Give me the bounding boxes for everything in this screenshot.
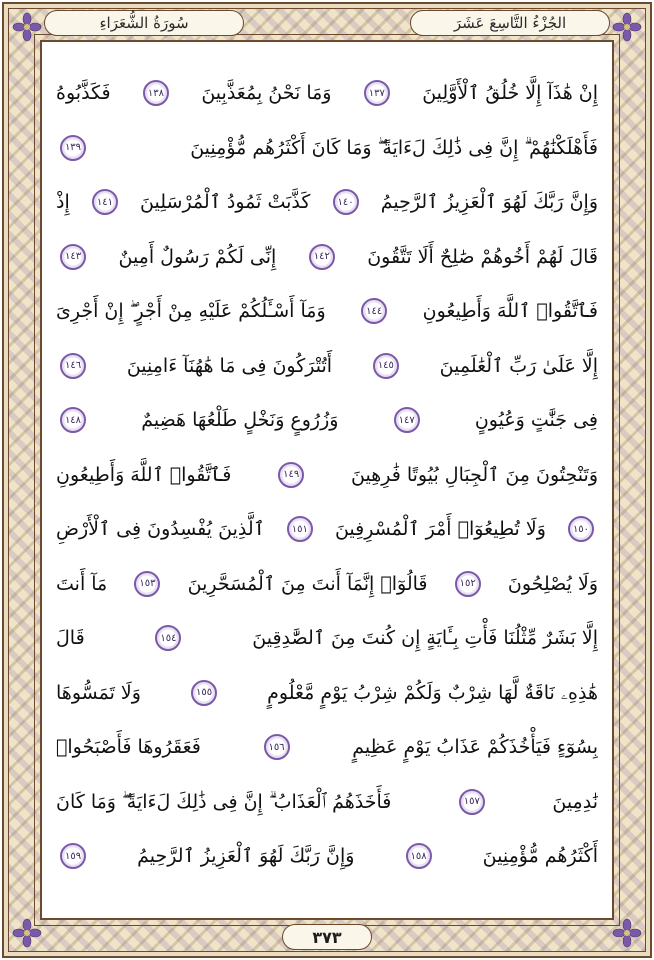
ayah-number-marker: ١٥٨ (406, 843, 432, 869)
text-line (56, 557, 598, 612)
ayah-number-marker: ١٣٩ (60, 135, 86, 161)
text-line (56, 666, 598, 721)
text-line (56, 393, 598, 448)
ayah-number-marker: ١٤٤ (361, 298, 387, 324)
quran-text-block (56, 66, 598, 894)
ayah-number-marker: ١٥١ (287, 516, 313, 542)
text-line (56, 175, 598, 230)
verse-text: أَكْثَرُهُم مُّؤْمِنِينَ (482, 845, 598, 868)
verse-text: مَآ أَنتَ (56, 572, 108, 595)
ayah-number-marker: ١٥٦ (264, 734, 290, 760)
ayah-number-marker: ١٤٨ (60, 407, 86, 433)
verse-text: وَلَا تَمَسُّوهَا (56, 681, 141, 704)
ayah-number-marker: ١٤٢ (309, 244, 335, 270)
surah-label: سُورَةُ الشُّعَرَاءِ (44, 10, 244, 36)
text-line (56, 720, 598, 775)
verse-text: نَٰدِمِينَ (552, 790, 598, 813)
verse-text: قَالَ لَهُمْ أَخُوهُمْ صَٰلِحٌ أَلَا تَتَّقُونَ (367, 245, 598, 268)
ayah-number-marker: ١٣٨ (143, 80, 169, 106)
text-line (56, 829, 598, 884)
ayah-number-marker: ١٥٩ (60, 843, 86, 869)
verse-text: قَالُوٓا۟ إِنَّمَآ أَنتَ مِنَ ٱلْمُسَحَّرِينَ (187, 572, 428, 595)
verse-text: وَإِنَّ رَبَّكَ لَهُوَ ٱلْعَزِيزُ ٱلرَّحِيمُ (380, 191, 598, 214)
verse-text: ٱلَّذِينَ يُفْسِدُونَ فِى ٱلْأَرْضِ (56, 518, 265, 541)
ayah-number-marker: ١٤١ (92, 189, 118, 215)
verse-text: إِنِّى لَكُمْ رَسُولٌ أَمِينٌ (118, 245, 277, 268)
verse-text: إِلَّا بَشَرٌ مِّثْلُنَا فَأْتِ بِـَٔايَةٍ إِن كُنتَ مِنَ ٱلصَّٰدِقِينَ (252, 627, 598, 650)
verse-text: فَكَذَّبُوهُ (56, 82, 111, 105)
ayah-number-marker: ١٥٤ (155, 625, 181, 651)
verse-text: كَذَّبَتْ ثَمُودُ ٱلْمُرْسَلِينَ (140, 191, 311, 214)
verse-text: فَٱتَّقُوا۟ ٱللَّهَ وَأَطِيعُونِ (422, 300, 598, 323)
verse-text: قَالَ (56, 627, 85, 650)
page-frame (2, 2, 652, 958)
ayah-number-marker: ١٣٧ (364, 80, 390, 106)
corner-flower-icon (12, 12, 42, 42)
verse-text: فِى جَنَّٰتٍ وَعُيُونٍ (474, 409, 598, 432)
verse-text: فَأَهْلَكْنَٰهُمْ ۗ إِنَّ فِى ذَٰلِكَ لَءَايَةً ۖ وَمَا كَانَ أَكْثَرُهُم مُّؤْمِنِينَ (190, 136, 598, 159)
text-line (56, 66, 598, 121)
page-number: ٣٧٣ (282, 924, 372, 950)
ayah-number-marker: ١٤٠ (333, 189, 359, 215)
ayah-number-marker: ١٥٥ (191, 680, 217, 706)
ayah-number-marker: ١٥٧ (459, 789, 485, 815)
verse-text: وَزُرُوعٍ وَنَخْلٍ طَلْعُهَا هَضِيمٌ (141, 409, 339, 432)
ayah-number-marker: ١٤٩ (278, 462, 304, 488)
text-line (56, 611, 598, 666)
verse-text: وَمَآ أَسْـَٔلُكُمْ عَلَيْهِ مِنْ أَجْرٍ ۖ إِنْ أَجْرِىَ (56, 300, 326, 323)
verse-text: إِنْ هَٰذَآ إِلَّا خُلُقُ ٱلْأَوَّلِينَ (422, 82, 598, 105)
text-line (56, 339, 598, 394)
verse-text: وَإِنَّ رَبَّكَ لَهُوَ ٱلْعَزِيزُ ٱلرَّحِيمُ (137, 845, 355, 868)
ayah-number-marker: ١٤٧ (394, 407, 420, 433)
ayah-number-marker: ١٥٢ (455, 571, 481, 597)
juz-label: الجُزْءُ التَّاسِعَ عَشَرَ (410, 10, 610, 36)
ayah-number-marker: ١٥٠ (568, 516, 594, 542)
text-line (56, 121, 598, 176)
verse-text: وَتَنْحِتُونَ مِنَ ٱلْجِبَالِ بُيُوتًا فَٰرِهِينَ (351, 463, 598, 486)
ayah-number-marker: ١٥٣ (134, 571, 160, 597)
verse-text: بِسُوٓءٍ فَيَأْخُذَكُمْ عَذَابُ يَوْمٍ عَظِيمٍ (352, 736, 598, 759)
ayah-number-marker: ١٤٣ (60, 244, 86, 270)
verse-text: فَأَخَذَهُمُ ٱلْعَذَابُ ۗ إِنَّ فِى ذَٰلِكَ لَءَايَةً ۖ وَمَا كَانَ (56, 790, 392, 813)
text-line (56, 230, 598, 285)
text-line (56, 448, 598, 503)
ayah-number-marker: ١٤٥ (373, 353, 399, 379)
verse-text: إِذْ (56, 191, 70, 214)
verse-text: إِلَّا عَلَىٰ رَبِّ ٱلْعَٰلَمِينَ (439, 354, 598, 377)
verse-text: وَلَا يُصْلِحُونَ (507, 572, 598, 595)
verse-text: وَمَا نَحْنُ بِمُعَذَّبِينَ (201, 82, 332, 105)
verse-text: وَلَا تُطِيعُوٓا۟ أَمْرَ ٱلْمُسْرِفِينَ (334, 518, 546, 541)
verse-text: هَٰذِهِۦ نَاقَةٌ لَّهَا شِرْبٌ وَلَكُمْ شِرْبُ يَوْمٍ مَّعْلُومٍ (267, 681, 598, 704)
verse-text: أَتُتْرَكُونَ فِى مَا هَٰهُنَآ ءَامِنِينَ (126, 354, 333, 377)
corner-flower-icon (12, 918, 42, 948)
verse-text: فَٱتَّقُوا۟ ٱللَّهَ وَأَطِيعُونِ (56, 463, 232, 486)
ayah-number-marker: ١٤٦ (60, 353, 86, 379)
text-line (56, 775, 598, 830)
corner-flower-icon (612, 12, 642, 42)
corner-flower-icon (612, 918, 642, 948)
text-line (56, 502, 598, 557)
verse-text: فَعَقَرُوهَا فَأَصْبَحُوا۟ (56, 736, 201, 759)
text-line (56, 284, 598, 339)
